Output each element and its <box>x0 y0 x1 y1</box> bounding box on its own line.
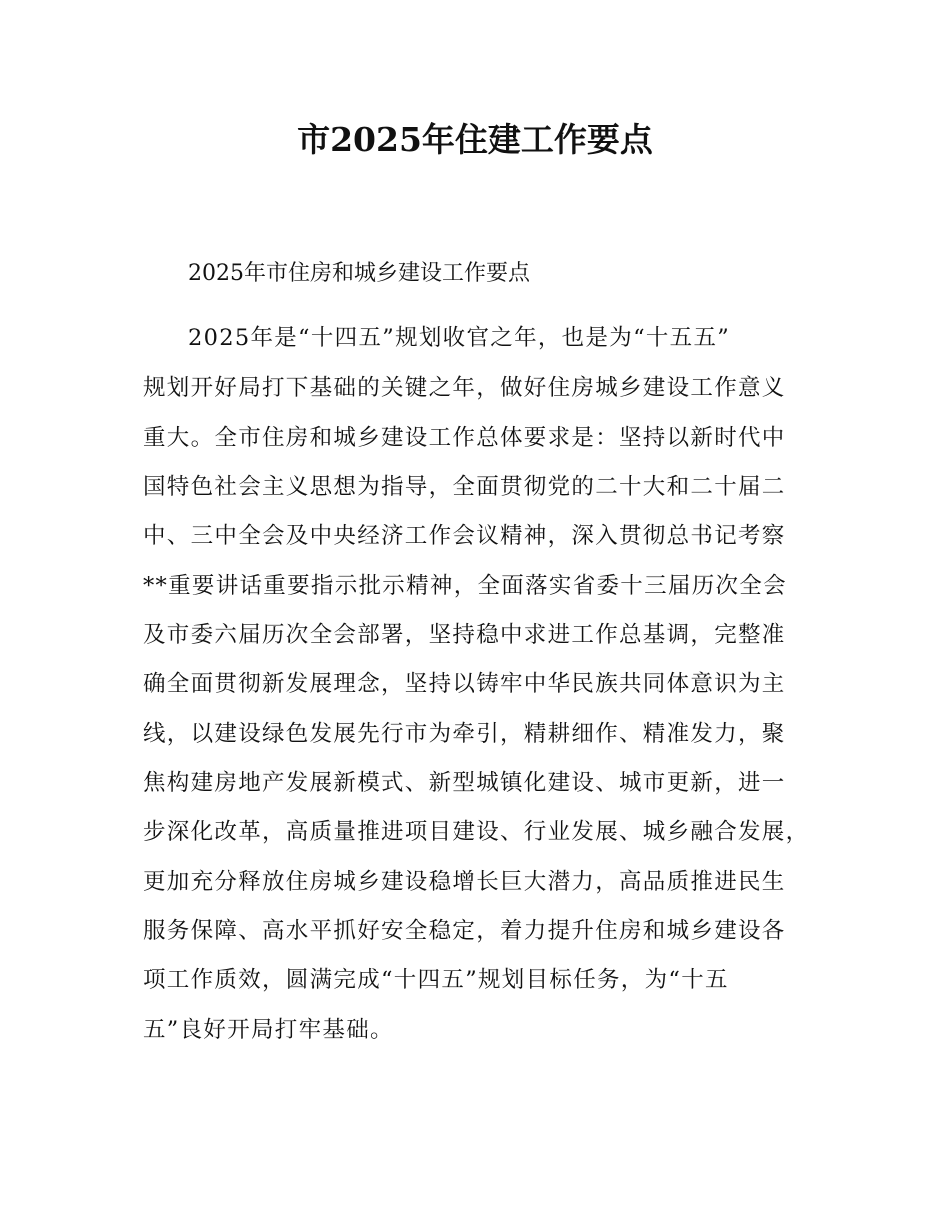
paragraph-line: 更加充分释放住房城乡建设稳增长巨大潜力，高品质推进民生 <box>143 869 786 895</box>
paragraph-line: 服务保障、高水平抓好安全稳定，着力提升住房和城乡建设各 <box>143 918 786 944</box>
paragraph-line: 规划开好局打下基础的关键之年，做好住房城乡建设工作意义 <box>143 375 786 401</box>
paragraph-line: 国特色社会主义思想为指导，全面贯彻党的二十大和二十届二 <box>143 474 786 500</box>
paragraph-line: 中、三中全会及中央经济工作会议精神，深入贯彻总书记考察 <box>143 523 786 549</box>
paragraph-line: 及市委六届历次全会部署，坚持稳中求进工作总基调，完整准 <box>143 622 786 648</box>
subtitle: 2025年市住房和城乡建设工作要点 <box>188 261 530 286</box>
paragraph-line: 线，以建设绿色发展先行市为牵引，精耕细作、精准发力，聚 <box>143 721 786 747</box>
paragraph-line: 确全面贯彻新发展理念，坚持以铸牢中华民族共同体意识为主 <box>143 671 786 697</box>
paragraph-line: 项工作质效，圆满完成“十四五”规划目标任务，为“十五 <box>143 967 729 993</box>
paragraph-line: **重要讲话重要指示批示精神，全面落实省委十三届历次全会 <box>143 573 787 599</box>
paragraph-line: 步深化改革，高质量推进项目建设、行业发展、城乡融合发展， <box>143 819 810 845</box>
paragraph-line: 2025年是“十四五”规划收官之年，也是为“十五五” <box>188 325 731 351</box>
paragraph-line: 重大。全市住房和城乡建设工作总体要求是：坚持以新时代中 <box>143 425 786 451</box>
paragraph-line: 焦构建房地产发展新模式、新型城镇化建设、城市更新，进一 <box>143 770 786 796</box>
paragraph-line: 五”良好开局打牢基础。 <box>143 1017 394 1043</box>
page-title: 市2025年住建工作要点 <box>297 120 653 159</box>
